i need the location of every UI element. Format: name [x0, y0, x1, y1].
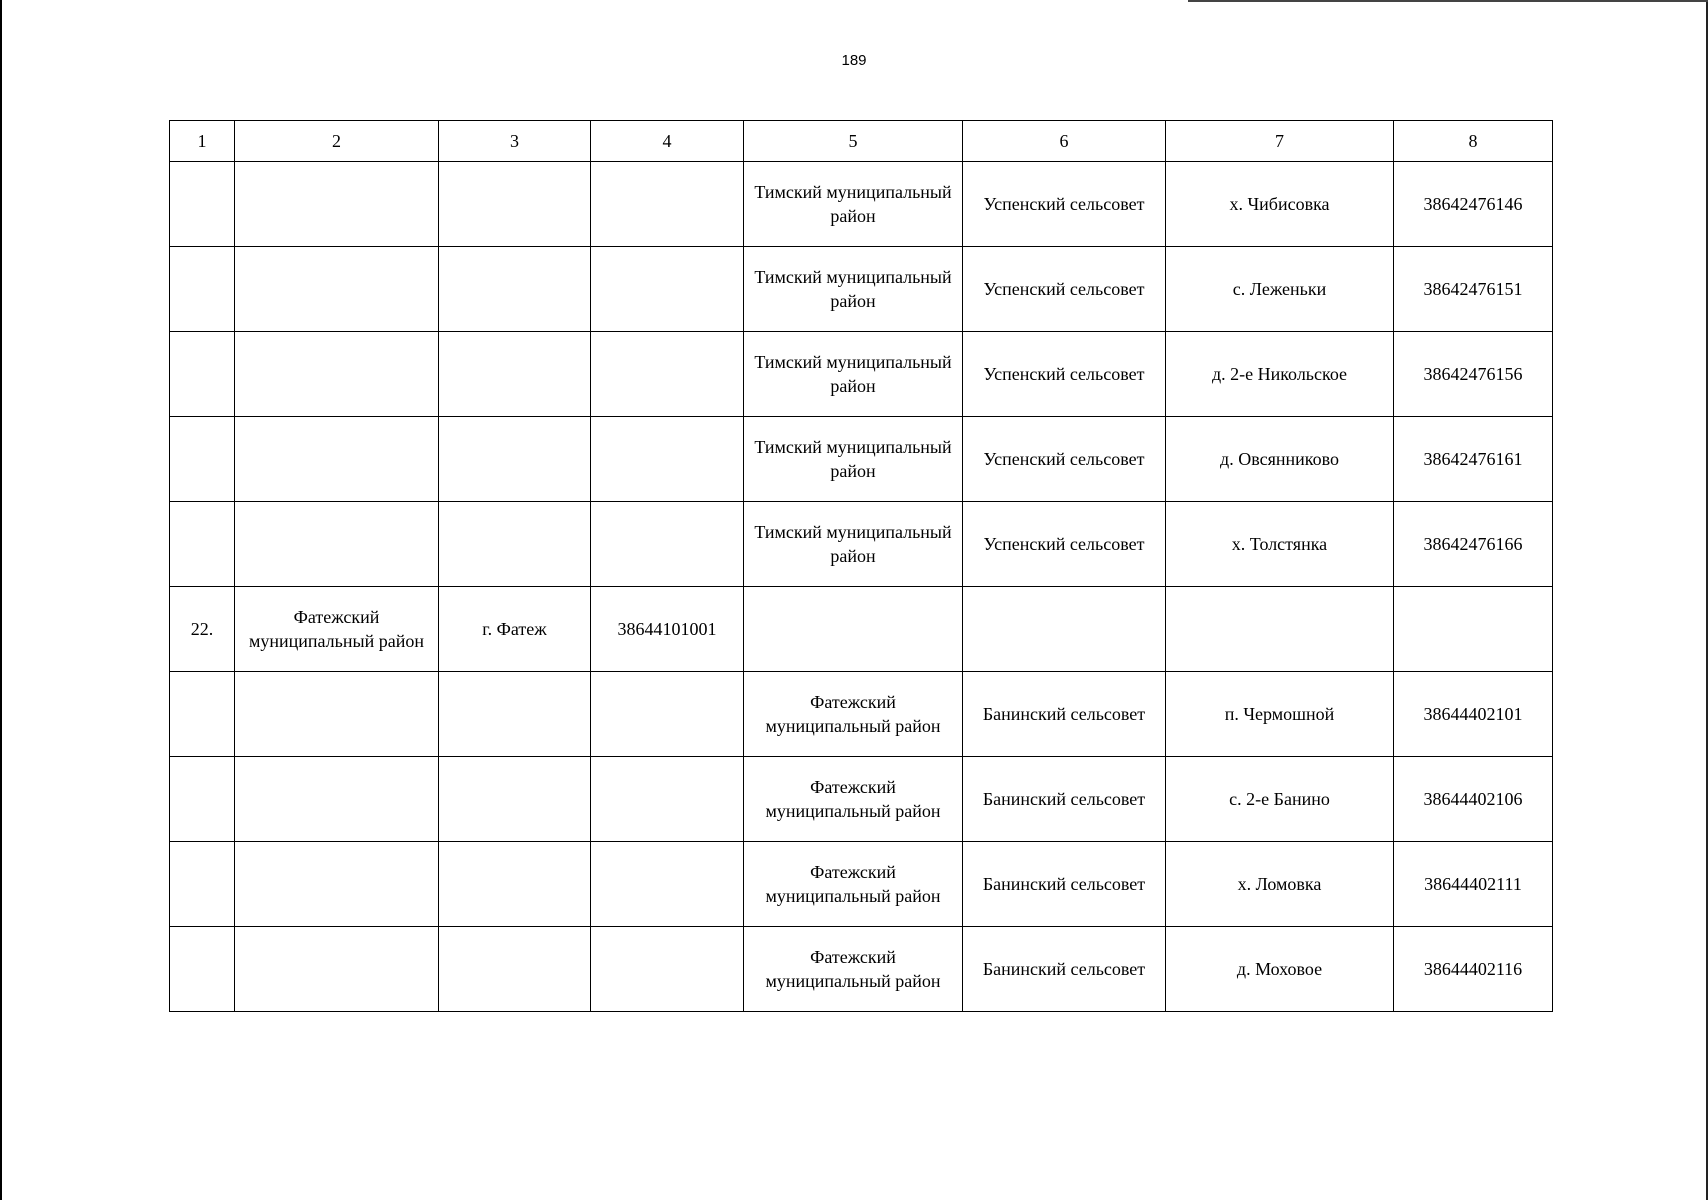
- table-cell: д. Овсянниково: [1166, 417, 1394, 502]
- table-row: [170, 842, 1553, 927]
- table-cell: [1394, 587, 1553, 672]
- table-row: [170, 672, 1553, 757]
- table-cell: [170, 502, 235, 587]
- table-row: [170, 757, 1553, 842]
- table-cell: д. Моховое: [1166, 927, 1394, 1012]
- table-cell: [744, 587, 963, 672]
- table-cell: 38642476146: [1394, 162, 1553, 247]
- table-cell: Фатежский муниципальный район: [744, 672, 963, 757]
- column-header: 5: [744, 121, 963, 162]
- table-row: [170, 417, 1553, 502]
- table-cell: Банинский сельсовет: [963, 672, 1166, 757]
- table-cell: [439, 842, 591, 927]
- table-cell: 38644402111: [1394, 842, 1553, 927]
- column-header: 3: [439, 121, 591, 162]
- column-header: 8: [1394, 121, 1553, 162]
- table-cell: [170, 757, 235, 842]
- table-cell: [235, 672, 439, 757]
- table-cell: Банинский сельсовет: [963, 757, 1166, 842]
- table-cell: [170, 332, 235, 417]
- scan-edge-top: [1188, 0, 1708, 2]
- table-cell: 38642476156: [1394, 332, 1553, 417]
- table-cell: [235, 502, 439, 587]
- column-header: 2: [235, 121, 439, 162]
- table-body: [170, 162, 1553, 1012]
- table-cell: с. Леженьки: [1166, 247, 1394, 332]
- column-header: 7: [1166, 121, 1394, 162]
- table-cell: Фатежский муниципальный район: [744, 757, 963, 842]
- table-cell: 38644402101: [1394, 672, 1553, 757]
- table-cell: [170, 247, 235, 332]
- table-cell: Тимский муниципальный район: [744, 417, 963, 502]
- table-cell: [591, 927, 744, 1012]
- table-cell: [591, 842, 744, 927]
- table-cell: [439, 502, 591, 587]
- table-cell: 38644402106: [1394, 757, 1553, 842]
- table-cell: [170, 417, 235, 502]
- table-cell: х. Чибисовка: [1166, 162, 1394, 247]
- table-cell: Банинский сельсовет: [963, 927, 1166, 1012]
- table-cell: Фатежский муниципальный район: [744, 927, 963, 1012]
- table-cell: Тимский муниципальный район: [744, 247, 963, 332]
- table-cell: 38642476166: [1394, 502, 1553, 587]
- table-cell: [170, 162, 235, 247]
- table-cell: [591, 417, 744, 502]
- table-cell: Успенский сельсовет: [963, 332, 1166, 417]
- table-cell: Успенский сельсовет: [963, 247, 1166, 332]
- table-row: [170, 502, 1553, 587]
- table-cell: Тимский муниципальный район: [744, 332, 963, 417]
- table-cell: с. 2-е Банино: [1166, 757, 1394, 842]
- table-cell: [170, 927, 235, 1012]
- table-cell: д. 2-е Никольское: [1166, 332, 1394, 417]
- table-cell: [235, 927, 439, 1012]
- table-cell: [235, 332, 439, 417]
- table-cell: [439, 417, 591, 502]
- header-row: [170, 121, 1553, 162]
- table-cell: [963, 587, 1166, 672]
- table-cell: [591, 247, 744, 332]
- table-cell: [591, 332, 744, 417]
- table-cell: 38644402116: [1394, 927, 1553, 1012]
- table-row: [170, 162, 1553, 247]
- table-row: [170, 247, 1553, 332]
- table-cell: 22.: [170, 587, 235, 672]
- table-cell: 38642476151: [1394, 247, 1553, 332]
- table-cell: Успенский сельсовет: [963, 417, 1166, 502]
- table-cell: [235, 757, 439, 842]
- table-row: [170, 927, 1553, 1012]
- register-table: [169, 120, 1553, 1012]
- table-cell: [591, 502, 744, 587]
- column-header: 6: [963, 121, 1166, 162]
- table-cell: [235, 842, 439, 927]
- table-cell: [235, 417, 439, 502]
- table-cell: Тимский муниципальный район: [744, 162, 963, 247]
- table-cell: Банинский сельсовет: [963, 842, 1166, 927]
- table-cell: [1166, 587, 1394, 672]
- table-cell: [439, 757, 591, 842]
- table-cell: Фатежский муниципальный район: [235, 587, 439, 672]
- table-cell: [439, 332, 591, 417]
- table-cell: 38642476161: [1394, 417, 1553, 502]
- table-cell: п. Чермошной: [1166, 672, 1394, 757]
- column-header: 1: [170, 121, 235, 162]
- table-cell: [439, 247, 591, 332]
- table-row: [170, 332, 1553, 417]
- table-cell: [439, 927, 591, 1012]
- table-cell: Фатежский муниципальный район: [744, 842, 963, 927]
- table-cell: [235, 162, 439, 247]
- table-cell: Успенский сельсовет: [963, 502, 1166, 587]
- table-cell: Успенский сельсовет: [963, 162, 1166, 247]
- scan-edge-left: [0, 0, 2, 1200]
- table-cell: х. Толстянка: [1166, 502, 1394, 587]
- column-header: 4: [591, 121, 744, 162]
- table-cell: 38644101001: [591, 587, 744, 672]
- table-cell: [170, 842, 235, 927]
- table-cell: [591, 672, 744, 757]
- table-cell: х. Ломовка: [1166, 842, 1394, 927]
- table-cell: Тимский муниципальный район: [744, 502, 963, 587]
- table-header: [170, 121, 1553, 162]
- table-cell: [439, 162, 591, 247]
- page-number: 189: [841, 52, 867, 69]
- table-cell: [439, 672, 591, 757]
- table-cell: [170, 672, 235, 757]
- table-row: [170, 587, 1553, 672]
- table-cell: г. Фатеж: [439, 587, 591, 672]
- table-cell: [235, 247, 439, 332]
- table-cell: [591, 757, 744, 842]
- table-cell: [591, 162, 744, 247]
